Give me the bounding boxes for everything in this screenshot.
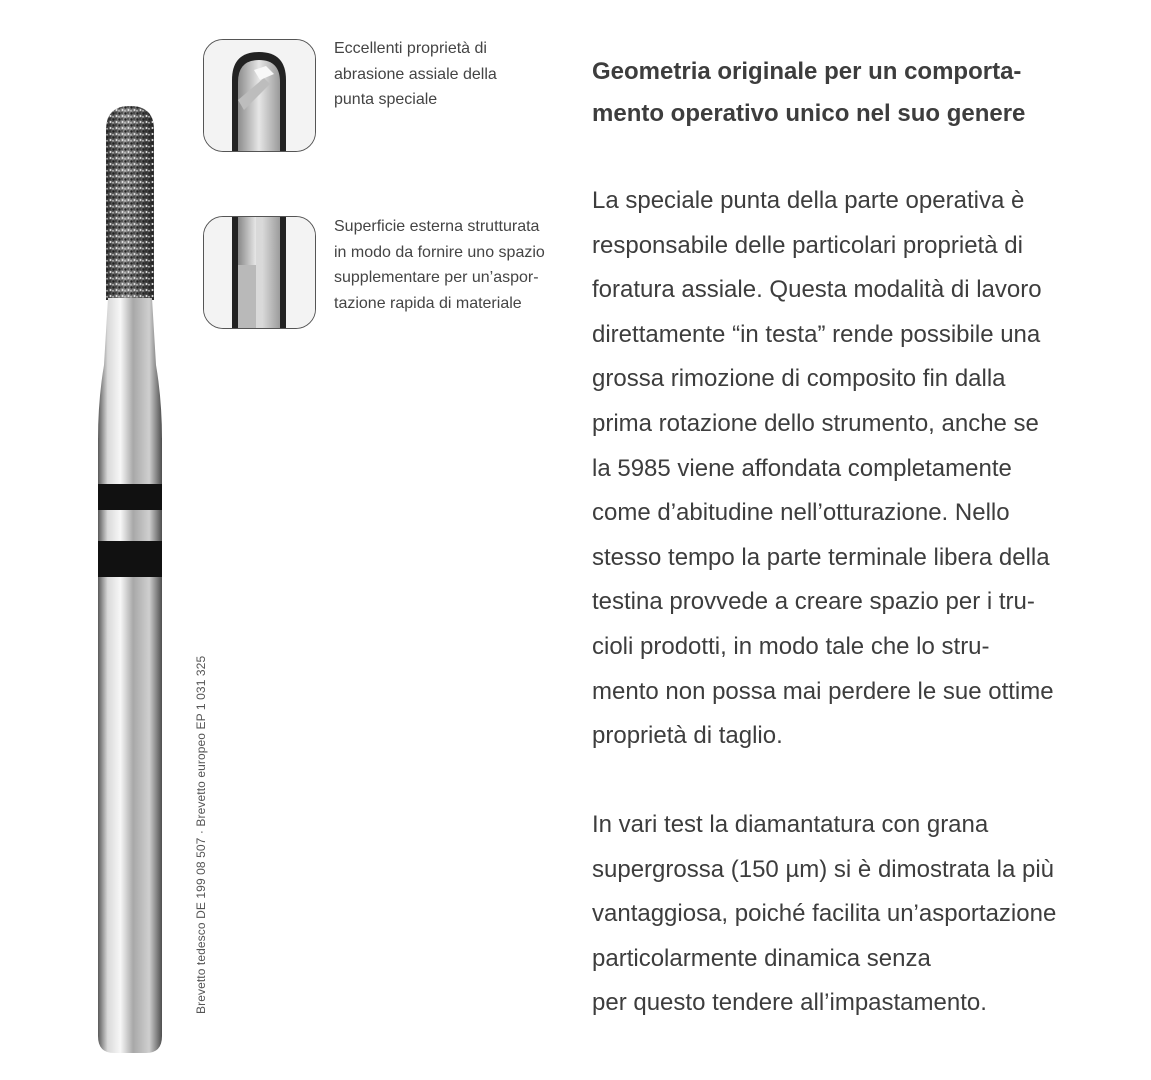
tip-caption: Eccellenti proprietà di abrasione assiale della punta speciale (334, 40, 497, 108)
article-paragraph: In vari test la diamantatura con grana supergrossa (150 µm) si è dimostrata la più vantaggiosa, poiché facilita un’asportazione particolarmente dinamica senza per questo tendere all’impastamento. (592, 811, 1057, 1017)
tip-detail-image (203, 39, 316, 152)
article-heading: Geometria originale per un comporta- mento operativo unico nel suo genere (592, 58, 1026, 127)
surface-detail-image (203, 216, 316, 329)
patent-note: Brevetto tedesco DE 199 08 507 · Brevetto europeo EP 1 031 325 (194, 655, 208, 1014)
article-paragraph: La speciale punta della parte operativa è responsabile delle particolari proprietà di foratura assiale. Questa modalità di lavoro direttamente “in testa” rende possibile una grossa rimozione di composito fin dalla prima rotazione dello strumento, anche se la 5985 viene affondata completamente come d’abitudine nell’otturazione. Nello stesso tempo la parte terminale libera della testina provvede a creare spazio per i tru- cioli prodotti, in modo tale che lo stru- mento non possa mai perdere le sue ottime proprietà di taglio. (592, 187, 1054, 750)
surface-caption: Superficie esterna strutturata in modo da fornire uno spazio supplementare per un’aspor- tazione rapida di materiale (334, 218, 545, 312)
dental-bur-image (70, 100, 190, 1060)
